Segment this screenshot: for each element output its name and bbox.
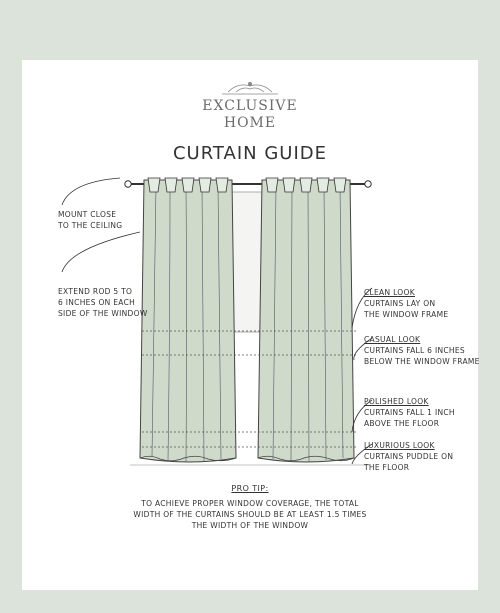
pro-tip-text: TO ACHIEVE PROPER WINDOW COVERAGE, THE TOTAL WIDTH OF THE CURTAINS SHOULD BE AT LEAST 1.5 TIMES THE WIDTH OF THE WINDOW bbox=[133, 499, 367, 530]
brand-subtitle: HOME bbox=[223, 115, 277, 131]
logo-ornament bbox=[222, 82, 278, 94]
label-mount: MOUNT CLOSE TO THE CEILING bbox=[58, 210, 123, 230]
label-extend-rod: EXTEND ROD 5 TO 6 INCHES ON EACH SIDE OF THE WINDOW bbox=[58, 287, 148, 318]
label-luxurious-look: LUXURIOUS LOOK CURTAINS PUDDLE ON THE FLOOR bbox=[364, 441, 454, 472]
page-title: CURTAIN GUIDE bbox=[172, 143, 327, 164]
right-curtain bbox=[258, 178, 354, 462]
brand-name: EXCLUSIVE bbox=[202, 98, 298, 114]
pro-tip-title: PRO TIP: bbox=[231, 484, 269, 493]
rod-finial-right bbox=[365, 181, 371, 187]
left-curtain bbox=[140, 178, 236, 462]
rod-finial-left bbox=[125, 181, 131, 187]
label-polished-look: POLISHED LOOK CURTAINS FALL 1 INCH ABOVE THE FLOOR bbox=[364, 397, 455, 428]
label-casual-look: CASUAL LOOK CURTAINS FALL 6 INCHES BELOW THE WINDOW FRAME bbox=[364, 335, 480, 366]
label-clean-look: CLEAN LOOK CURTAINS LAY ON THE WINDOW FRAME bbox=[364, 288, 449, 319]
